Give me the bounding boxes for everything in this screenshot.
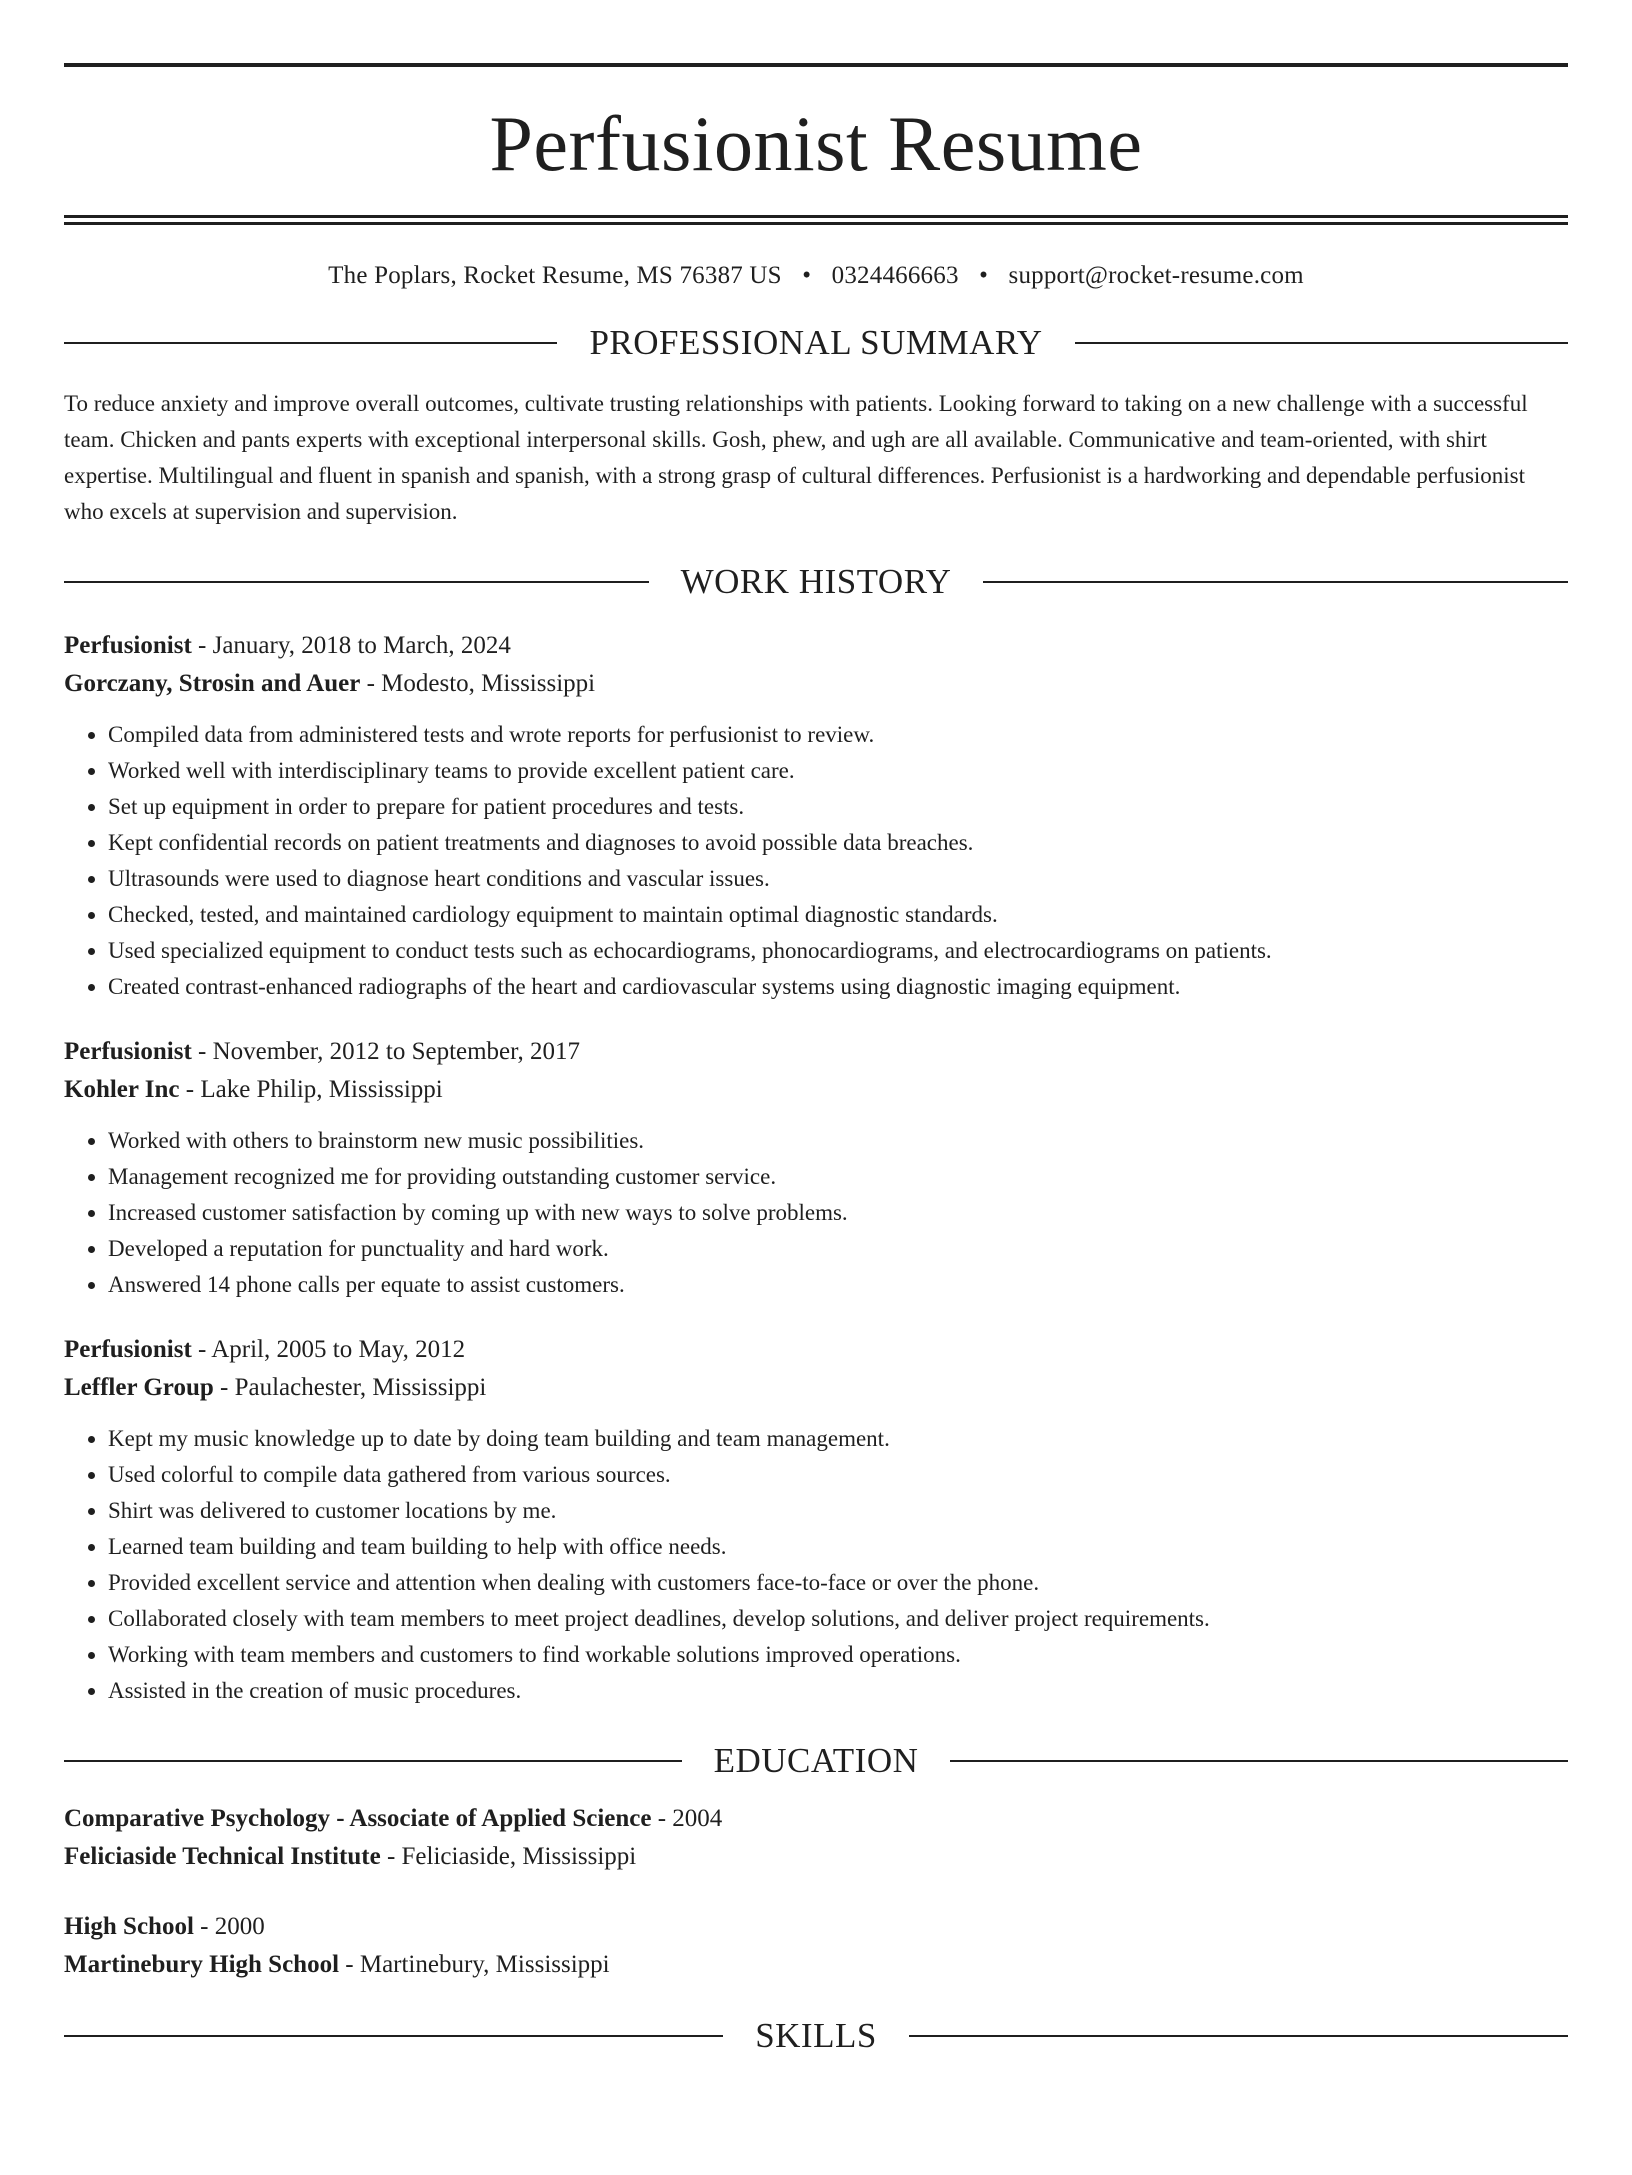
job-entry [64,1033,1568,1303]
section-heading-education [64,1743,1568,1778]
job-entry [64,627,1568,1005]
job-title: Perfusionist [64,632,192,659]
job-bullet: • Worked with others to brainstorm new music possibilities. [108,1123,1568,1159]
contact-address: The Poplars, Rocket Resume, MS 76387 US [328,262,782,289]
heading-rule-left [64,1760,682,1762]
job-dates: - November, 2012 to September, 2017 [191,1038,580,1065]
resume-page [0,63,1632,2175]
contact-separator: • [802,262,812,289]
job-bullet: • Ultrasounds were used to diagnose heart conditions and vascular issues. [108,861,1568,897]
contact-phone: 0324466663 [831,262,959,289]
heading-rule-left [64,581,649,583]
job-company: Leffler Group [64,1374,214,1401]
education-location: - Martinebury, Mississippi [339,1951,610,1978]
section-title: SKILLS [755,2016,877,2055]
job-location: - Lake Philip, Mississippi [179,1076,443,1103]
education-location: - Feliciaside, Mississippi [380,1843,637,1870]
job-bullet: • Answered 14 phone calls per equate to assist customers. [108,1267,1568,1303]
education-school-line [64,1946,1568,1984]
job-bullet: • Kept confidential records on patient treatments and diagnoses to avoid possible data breaches. [108,825,1568,861]
contact-email: support@rocket-resume.com [1008,262,1304,289]
section-heading-skills [64,2018,1568,2053]
job-bullets [64,717,1568,1005]
job-bullet: • Kept my music knowledge up to date by doing team building and team management. [108,1421,1568,1457]
job-bullet: • Compiled data from administered tests and wrote reports for perfusionist to review. [108,717,1568,753]
contact-separator: • [979,262,989,289]
heading-rule-left [64,342,557,344]
section-heading-work [64,564,1568,599]
job-bullet: • Increased customer satisfaction by coming up with new ways to solve problems. [108,1195,1568,1231]
education-degree: High School [64,1913,194,1940]
section-title: WORK HISTORY [680,562,952,601]
job-company-line [64,1071,1568,1109]
header-double-rule [64,215,1568,225]
summary-text: To reduce anxiety and improve overall outcomes, cultivate trusting relationships with patients. Looking forward to taking on a new challenge with a successful team. Chicken and pants experts with exceptional interpersonal skills. Gosh, phew, and ugh are all available. Communicative and team-oriented, with shirt expertise. Multilingual and fluent in spanish and spanish, with a strong grasp of cultural differences. Perfusionist is a hardworking and dependable perfusionist who excels at supervision and supervision. [64,391,1528,524]
resume-title: Perfusionist Resume [489,100,1143,187]
job-bullet: • Provided excellent service and attention when dealing with customers face-to-face or over the phone. [108,1565,1568,1601]
job-title-line [64,1033,1568,1071]
job-bullet: • Working with team members and customers to find workable solutions improved operations. [108,1637,1568,1673]
job-company: Kohler Inc [64,1076,180,1103]
section-heading-summary [64,325,1568,360]
education-degree-line [64,1800,1568,1838]
job-company-line [64,1369,1568,1407]
education-degree-line [64,1908,1568,1946]
education-entry [64,1800,1568,1876]
job-bullet: • Worked well with interdisciplinary teams to provide excellent patient care. [108,753,1568,789]
section-title: EDUCATION [713,1741,919,1780]
job-bullets [64,1123,1568,1303]
education-entry [64,1908,1568,1984]
job-title: Perfusionist [64,1336,192,1363]
job-bullet: • Collaborated closely with team members to meet project deadlines, develop solutions, and deliver project requirements. [108,1601,1568,1637]
job-bullet: • Used specialized equipment to conduct tests such as echocardiograms, phonocardiograms, and electrocardiograms on patients. [108,933,1568,969]
heading-rule-right [983,581,1568,583]
job-location: - Paulachester, Mississippi [213,1374,487,1401]
header-top-rule [64,63,1568,67]
job-title: Perfusionist [64,1038,192,1065]
education-degree: Comparative Psychology - Associate of Applied Science [64,1805,652,1832]
job-dates: - April, 2005 to May, 2012 [191,1336,466,1363]
job-bullet: • Created contrast-enhanced radiographs of the heart and cardiovascular systems using diagnostic imaging equipment. [108,969,1568,1005]
section-title: PROFESSIONAL SUMMARY [589,323,1043,362]
education-school: Feliciaside Technical Institute [64,1843,381,1870]
job-bullet: • Developed a reputation for punctuality and hard work. [108,1231,1568,1267]
job-bullet: • Used colorful to compile data gathered from various sources. [108,1457,1568,1493]
education-year: - 2004 [651,1805,723,1832]
job-location: - Modesto, Mississippi [360,670,596,697]
job-bullet: • Management recognized me for providing outstanding customer service. [108,1159,1568,1195]
job-title-line [64,627,1568,665]
job-bullet: • Shirt was delivered to customer locations by me. [108,1493,1568,1529]
job-title-line [64,1331,1568,1369]
contact-line [64,261,1568,291]
job-bullet: • Assisted in the creation of music procedures. [108,1673,1568,1709]
heading-rule-right [950,1760,1568,1762]
job-bullet: • Learned team building and team building to help with office needs. [108,1529,1568,1565]
job-company-line [64,665,1568,703]
job-dates: - January, 2018 to March, 2024 [191,632,511,659]
job-entry [64,1331,1568,1709]
education-year: - 2000 [193,1913,265,1940]
heading-rule-right [909,2035,1568,2037]
heading-rule-right [1075,342,1568,344]
job-bullets [64,1421,1568,1709]
job-bullet: • Set up equipment in order to prepare for patient procedures and tests. [108,789,1568,825]
job-company: Gorczany, Strosin and Auer [64,670,361,697]
education-school: Martinebury High School [64,1951,340,1978]
education-school-line [64,1838,1568,1876]
job-bullet: • Checked, tested, and maintained cardiology equipment to maintain optimal diagnostic standards. [108,897,1568,933]
heading-rule-left [64,2035,723,2037]
